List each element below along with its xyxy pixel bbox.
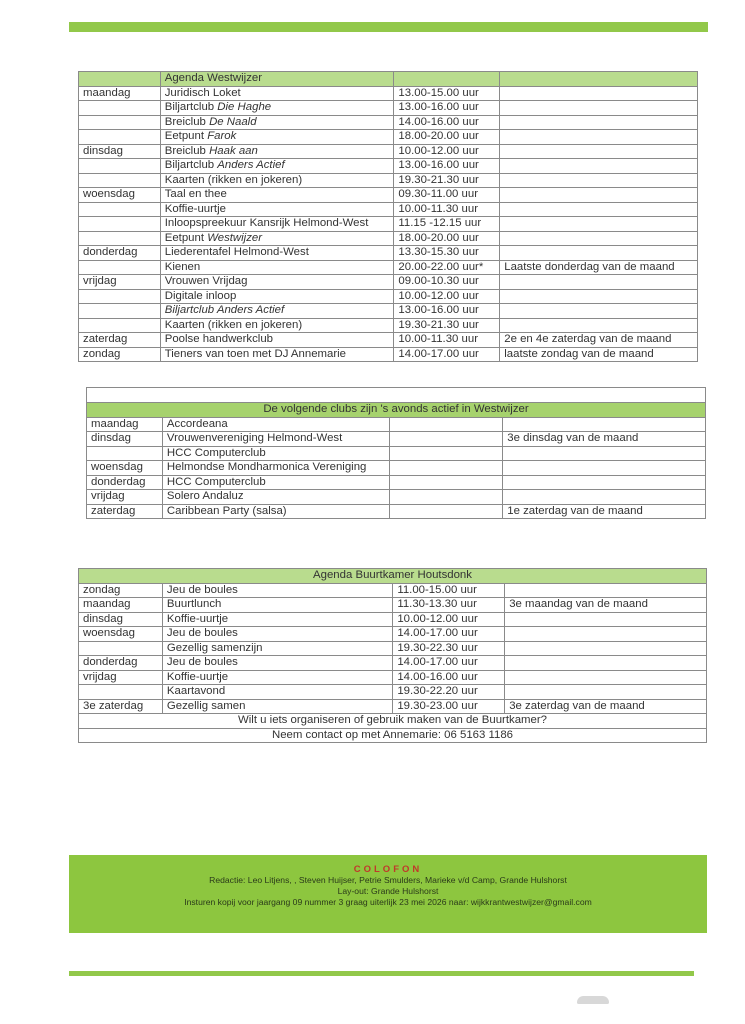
time-cell: 13.30-15.30 uur <box>394 246 500 261</box>
note-cell: 2e en 4e zaterdag van de maand <box>500 333 698 348</box>
club-cell: HCC Computerclub <box>162 475 389 490</box>
day-cell <box>79 101 161 116</box>
day-cell <box>79 231 161 246</box>
activity-text: Gezellig samen <box>166 699 246 712</box>
day-cell <box>79 260 161 275</box>
activity-cell <box>160 130 394 145</box>
empty-cell <box>389 446 502 461</box>
note-cell <box>500 173 698 188</box>
top-decorative-bar <box>69 22 708 32</box>
time-cell: 09.30-11.00 uur <box>394 188 500 203</box>
note-cell <box>500 115 698 130</box>
table-title: De volgende clubs zijn 's avonds actief in Westwijzer <box>87 403 706 418</box>
time-cell: 10.00-12.00 uur <box>393 612 505 627</box>
note-cell <box>500 159 698 174</box>
time-cell: 10.00-11.30 uur <box>394 333 500 348</box>
note-cell <box>500 217 698 232</box>
activity-name-italic: Farok <box>207 130 237 143</box>
table-row <box>87 490 706 505</box>
activity-text: Kienen <box>164 260 201 273</box>
activity-name-italic: Biljartclub Anders Actief <box>164 304 285 317</box>
activity-text: Biljartclub <box>164 101 215 114</box>
time-cell: 10.00-12.00 uur <box>394 144 500 159</box>
note-cell <box>500 289 698 304</box>
time-cell: 14.00-17.00 uur <box>393 656 505 671</box>
time-cell: 19.30-22.20 uur <box>393 685 505 700</box>
note-cell: Laatste donderdag van de maand <box>500 260 698 275</box>
note-cell <box>500 246 698 261</box>
evening-clubs-table <box>86 387 706 519</box>
activity-cell <box>162 670 392 685</box>
activity-cell <box>160 304 394 319</box>
activity-cell <box>160 289 394 304</box>
time-cell: 10.00-12.00 uur <box>394 289 500 304</box>
activity-text: Breiclub <box>164 144 206 157</box>
activity-cell <box>160 159 394 174</box>
note-cell <box>505 583 707 598</box>
day-cell <box>79 685 163 700</box>
time-cell: 13.00-16.00 uur <box>394 101 500 116</box>
day-cell: woensdag <box>79 627 163 642</box>
day-cell: maandag <box>79 86 161 101</box>
day-cell <box>79 217 161 232</box>
table-spacer-row <box>87 388 706 403</box>
activity-text: Inloopspreekuur Kansrijk Helmond-West <box>164 217 369 230</box>
colofon-box <box>69 855 707 933</box>
activity-name-italic: Die Haghe <box>217 101 272 114</box>
activity-cell <box>162 699 392 714</box>
activity-text: Vrouwen Vrijdag <box>164 275 248 288</box>
day-cell: dinsdag <box>87 432 163 447</box>
empty-cell <box>389 432 502 447</box>
time-cell: 14.00-16.00 uur <box>393 670 505 685</box>
table-header-row <box>87 403 706 418</box>
day-cell <box>79 173 161 188</box>
colofon-insturen: Insturen kopij voor jaargang 09 nummer 3 graag uiterlijk 23 mei 2026 naar: wijkkrantwestwijzer@gmail.com <box>184 897 592 907</box>
time-cell: 14.00-17.00 uur <box>393 627 505 642</box>
day-cell: woensdag <box>79 188 161 203</box>
table-row <box>79 275 698 290</box>
time-cell: 13.00-16.00 uur <box>394 304 500 319</box>
time-cell: 14.00-17.00 uur <box>394 347 500 362</box>
day-cell <box>79 159 161 174</box>
activity-text: Digitale inloop <box>164 289 237 302</box>
time-cell: 18.00-20.00 uur <box>394 130 500 145</box>
table-footer-row <box>79 728 707 743</box>
note-cell <box>500 130 698 145</box>
table-row <box>79 641 707 656</box>
activity-cell <box>162 583 392 598</box>
club-cell: Helmondse Mondharmonica Vereniging <box>162 461 389 476</box>
activity-text: Buurtlunch <box>166 598 222 611</box>
empty-cell <box>389 504 502 519</box>
activity-name-italic: Westwijzer <box>207 231 263 244</box>
day-cell: vrijdag <box>79 670 163 685</box>
agenda-westwijzer-table <box>78 71 698 362</box>
time-cell: 09.00-10.30 uur <box>394 275 500 290</box>
scan-smudge <box>577 996 609 1004</box>
note-cell: laatste zondag van de maand <box>500 347 698 362</box>
table-row <box>79 699 707 714</box>
activity-text: Jeu de boules <box>166 583 238 596</box>
activity-cell <box>160 202 394 217</box>
time-cell: 10.00-11.30 uur <box>394 202 500 217</box>
time-cell: 14.00-16.00 uur <box>394 115 500 130</box>
activity-name-italic: Haak aan <box>209 144 258 157</box>
table-row <box>79 115 698 130</box>
table-row <box>79 260 698 275</box>
activity-text: Poolse handwerkclub <box>164 333 274 346</box>
day-cell <box>79 130 161 145</box>
activity-cell <box>160 275 394 290</box>
note-cell <box>505 685 707 700</box>
table-row <box>79 188 698 203</box>
activity-text: Eetpunt <box>164 231 205 244</box>
agenda-buurtkamer-table <box>78 568 707 743</box>
table-row <box>79 598 707 613</box>
note-cell <box>500 188 698 203</box>
activity-cell <box>160 188 394 203</box>
activity-cell <box>160 101 394 116</box>
table-row <box>87 475 706 490</box>
club-cell: Solero Andaluz <box>162 490 389 505</box>
table-header-row <box>79 569 707 584</box>
activity-cell <box>160 115 394 130</box>
activity-cell <box>160 217 394 232</box>
time-cell: 11.15 -12.15 uur <box>394 217 500 232</box>
table-row <box>79 685 707 700</box>
note-cell <box>505 656 707 671</box>
table-title: Agenda Buurtkamer Houtsdonk <box>79 569 707 584</box>
time-cell: 13.00-16.00 uur <box>394 159 500 174</box>
empty-cell <box>389 461 502 476</box>
table-header-row <box>79 72 698 87</box>
activity-cell <box>160 333 394 348</box>
activity-cell <box>162 612 392 627</box>
table-row <box>87 461 706 476</box>
day-cell: zaterdag <box>79 333 161 348</box>
table-title: Agenda Westwijzer <box>160 72 394 87</box>
activity-cell <box>160 231 394 246</box>
colofon-title: COLOFON <box>353 864 423 875</box>
day-cell <box>87 446 163 461</box>
note-cell <box>500 101 698 116</box>
time-cell: 11.30-13.30 uur <box>393 598 505 613</box>
table-footer-row <box>79 714 707 729</box>
activity-cell <box>162 627 392 642</box>
empty-cell <box>389 475 502 490</box>
activity-cell <box>160 347 394 362</box>
table-row <box>87 432 706 447</box>
note-cell: 3e dinsdag van de maand <box>503 432 706 447</box>
activity-cell <box>160 260 394 275</box>
table-row <box>79 144 698 159</box>
time-cell: 13.00-15.00 uur <box>394 86 500 101</box>
activity-text: Liederentafel Helmond-West <box>164 246 309 259</box>
colofon-layout: Lay-out: Grande Hulshorst <box>337 886 439 896</box>
table-row <box>79 130 698 145</box>
footer-text: Neem contact op met Annemarie: 06 5163 1186 <box>79 728 707 743</box>
day-cell <box>79 289 161 304</box>
table-row <box>79 347 698 362</box>
activity-text: Koffie-uurtje <box>166 670 229 683</box>
activity-text: Tieners van toen met DJ Annemarie <box>164 347 347 360</box>
day-cell <box>79 202 161 217</box>
table-row <box>79 670 707 685</box>
note-cell <box>503 475 706 490</box>
bottom-decorative-bar <box>69 971 694 976</box>
activity-cell <box>160 86 394 101</box>
activity-cell <box>160 144 394 159</box>
day-cell <box>79 641 163 656</box>
note-cell <box>500 304 698 319</box>
note-cell <box>505 641 707 656</box>
note-cell <box>500 144 698 159</box>
day-cell <box>79 318 161 333</box>
empty-cell <box>389 490 502 505</box>
time-cell: 11.00-15.00 uur <box>393 583 505 598</box>
table-row <box>79 86 698 101</box>
table-row <box>79 318 698 333</box>
table-row <box>79 159 698 174</box>
table-row <box>87 446 706 461</box>
activity-cell <box>160 246 394 261</box>
note-cell <box>503 490 706 505</box>
note-cell <box>505 627 707 642</box>
day-cell: maandag <box>87 417 163 432</box>
table-row <box>79 612 707 627</box>
note-cell <box>503 417 706 432</box>
note-cell <box>500 318 698 333</box>
activity-text: Koffie-uurtje <box>166 612 229 625</box>
activity-cell <box>160 173 394 188</box>
day-cell: vrijdag <box>87 490 163 505</box>
note-cell <box>500 86 698 101</box>
table-row <box>79 627 707 642</box>
table-row <box>79 656 707 671</box>
table-row <box>79 173 698 188</box>
day-cell: zondag <box>79 347 161 362</box>
club-cell: HCC Computerclub <box>162 446 389 461</box>
day-cell: woensdag <box>87 461 163 476</box>
table-row <box>87 417 706 432</box>
activity-text: Juridisch Loket <box>164 86 241 99</box>
table-row <box>79 231 698 246</box>
day-cell: zondag <box>79 583 163 598</box>
activity-cell <box>162 598 392 613</box>
table-row <box>79 583 707 598</box>
colofon-redactie: Redactie: Leo Litjens, , Steven Huijser, Petrie Smulders, Marieke v/d Camp, Grande Hulshorst <box>209 875 567 885</box>
club-cell: Vrouwenvereniging Helmond-West <box>162 432 389 447</box>
footer-text: Wilt u iets organiseren of gebruik maken van de Buurtkamer? <box>79 714 707 729</box>
table-row <box>79 289 698 304</box>
activity-text: Breiclub <box>164 115 206 128</box>
activity-text: Koffie-uurtje <box>164 202 226 215</box>
day-cell: donderdag <box>79 246 161 261</box>
activity-text: Jeu de boules <box>166 656 238 669</box>
day-cell <box>79 115 161 130</box>
note-cell <box>503 446 706 461</box>
activity-text: Kaarten (rikken en jokeren) <box>164 318 303 331</box>
table-row <box>79 333 698 348</box>
note-cell <box>505 670 707 685</box>
day-cell: maandag <box>79 598 163 613</box>
club-cell: Caribbean Party (salsa) <box>162 504 389 519</box>
time-cell: 19.30-21.30 uur <box>394 173 500 188</box>
day-cell: dinsdag <box>79 144 161 159</box>
activity-cell <box>162 641 392 656</box>
club-cell: Accordeana <box>162 417 389 432</box>
time-cell: 20.00-22.00 uur* <box>394 260 500 275</box>
activity-name-italic: Anders Actief <box>217 159 285 172</box>
empty-cell <box>389 417 502 432</box>
activity-text: Biljartclub <box>164 159 215 172</box>
table-row <box>79 202 698 217</box>
table-row <box>79 304 698 319</box>
time-cell: 19.30-21.30 uur <box>394 318 500 333</box>
activity-cell <box>160 318 394 333</box>
note-cell: 1e zaterdag van de maand <box>503 504 706 519</box>
day-cell <box>79 304 161 319</box>
day-cell: donderdag <box>79 656 163 671</box>
note-cell <box>505 612 707 627</box>
activity-name-italic: De Naald <box>209 115 257 128</box>
table-row <box>79 101 698 116</box>
activity-text: Taal en thee <box>164 188 227 201</box>
note-cell <box>500 202 698 217</box>
note-cell: 3e zaterdag van de maand <box>505 699 707 714</box>
activity-cell <box>162 685 392 700</box>
activity-cell <box>162 656 392 671</box>
day-cell: donderdag <box>87 475 163 490</box>
day-cell: dinsdag <box>79 612 163 627</box>
activity-text: Jeu de boules <box>166 627 238 640</box>
activity-text: Eetpunt <box>164 130 205 143</box>
time-cell: 19.30-22.30 uur <box>393 641 505 656</box>
note-cell <box>500 275 698 290</box>
activity-text: Gezellig samenzijn <box>166 641 263 654</box>
day-cell: vrijdag <box>79 275 161 290</box>
table-row <box>79 246 698 261</box>
activity-text: Kaarten (rikken en jokeren) <box>164 173 303 186</box>
table-row <box>87 504 706 519</box>
note-cell <box>500 231 698 246</box>
note-cell <box>503 461 706 476</box>
time-cell: 19.30-23.00 uur <box>393 699 505 714</box>
time-cell: 18.00-20.00 uur <box>394 231 500 246</box>
activity-text: Kaartavond <box>166 685 226 698</box>
day-cell: 3e zaterdag <box>79 699 163 714</box>
note-cell: 3e maandag van de maand <box>505 598 707 613</box>
table-row <box>79 217 698 232</box>
day-cell: zaterdag <box>87 504 163 519</box>
